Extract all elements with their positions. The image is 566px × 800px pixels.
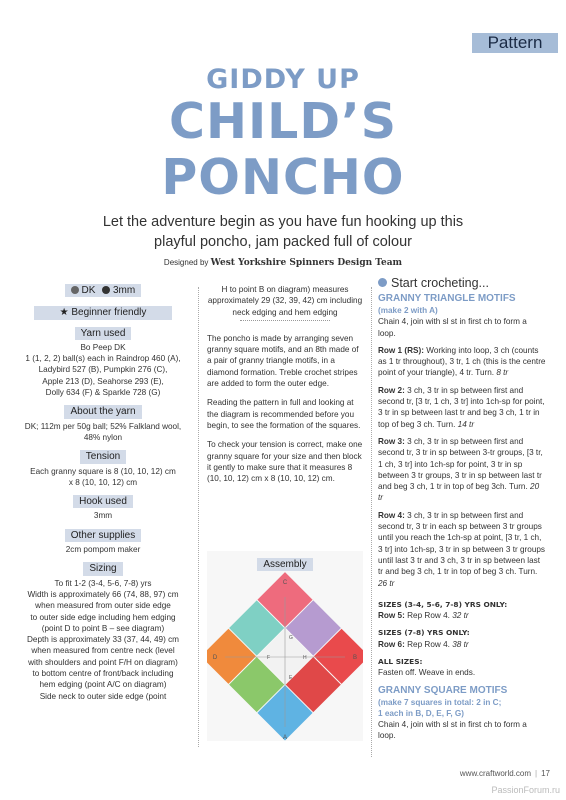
dotted-divider — [240, 320, 330, 321]
label-h: H — [303, 655, 307, 661]
label-b: B — [352, 655, 358, 661]
row-label: Row 1 (RS): — [378, 345, 424, 355]
sizes-1-heading: SIZES (3-4, 5-6, 7-8) YRS ONLY: — [378, 599, 508, 609]
other-supplies-line: 2cm pompom maker — [65, 545, 141, 555]
square-chain: Chain 4, join with sl st in first ch to form a loop. — [378, 719, 527, 740]
intro-column — [207, 284, 363, 492]
sizing-line: hem edging (point A/C on diagram) — [39, 680, 167, 690]
triangle-subheading: (make 2 with A) — [378, 306, 438, 316]
yarn-used-header: Yarn used — [75, 327, 132, 340]
row-text: 3 ch, 3 tr in sp between first and second tr, [3 tr, 1 ch, 3 tr] into 1ch-sp for point, 3 tr in sp between last tr and beg 3 ch, 1 tr in top of beg 3 ch. Turn. — [378, 385, 545, 429]
sizing-line: with shoulders and point F/H on diagram) — [28, 657, 178, 667]
start-heading-text: Start crocheting... — [391, 276, 489, 290]
sizing-line: Side neck to outer side edge (point — [39, 691, 167, 701]
about-yarn-line: 48% nylon — [83, 432, 123, 442]
column-divider-2 — [371, 287, 372, 757]
tension-header: Tension — [80, 450, 126, 463]
bullet-icon — [378, 278, 387, 287]
start-heading — [378, 278, 546, 289]
row-text: 3 ch, 3 tr in sp between first and second tr, 3 tr in sp between 3-tr groups, [3 tr, 1 ch, 3 tr] into 1ch-sp for point, 3 tr in sp between 3 tr groups, 3 tr in sp between last tr and beg 3 ch, 1 tr in top of beg 3ch. Turn. — [378, 436, 543, 492]
row-count: 38 tr — [452, 639, 469, 649]
row-label: Row 6: — [378, 639, 405, 649]
sizing-line: To fit 1-2 (3-4, 5-6, 7-8) yrs — [54, 578, 152, 588]
row-count: 20 tr — [378, 482, 540, 503]
assembly-title: Assembly — [257, 558, 312, 571]
column-divider-1 — [198, 287, 199, 747]
about-yarn-line: DK; 112m per 50g ball; 52% Falkland wool, — [24, 421, 182, 431]
square-subheading: (make 7 squares in total: 2 in C; — [378, 697, 502, 707]
about-yarn-header: About the yarn — [64, 405, 141, 418]
difficulty-badge: ★ Beginner friendly — [34, 306, 172, 319]
sizing-line: to outer side edge including hem edging — [30, 612, 176, 622]
hook-used-line: 3mm — [93, 511, 113, 521]
triangle-chain: Chain 4, join with sl st in first ch to form a loop. — [378, 317, 527, 338]
label-d: D — [212, 655, 218, 661]
row-text: Rep Row 4. — [407, 639, 450, 649]
label-f: F — [267, 655, 271, 661]
sizing-line: when measured from outer side edge — [35, 601, 171, 611]
sizing-line: to bottom centre of front/back including — [32, 669, 174, 679]
badge-yarn-weight — [65, 284, 141, 297]
yarn-used-line: Ladybird 527 (B), Pumpkin 276 (C), — [38, 365, 168, 375]
title-line-1: GIDDY UP — [206, 64, 360, 95]
yarn-used-line: Apple 213 (D), Seahorse 293 (E), — [42, 376, 164, 386]
sizes-2-heading: SIZES (7-8) YRS ONLY: — [378, 628, 470, 638]
intro-paragraph: Reading the pattern in full and looking at the diagram is recommended before you begin, to see the formation of the squares. — [207, 398, 361, 430]
byline — [0, 258, 566, 268]
sizing-header: Sizing — [83, 562, 122, 575]
byline-prefix: Designed by — [163, 258, 209, 267]
row-4 — [378, 510, 546, 589]
square-heading: GRANNY SQUARE MOTIFS — [378, 684, 508, 696]
hook-icon — [102, 286, 110, 294]
label-c: C — [282, 580, 288, 586]
section-tab: Pattern — [472, 33, 558, 53]
row-1 — [378, 345, 546, 379]
intro-text: Let the adventure begin as you have fun hooking up this playful poncho, jam packed full of colour — [102, 214, 464, 250]
intro-paragraph: The poncho is made by arranging seven granny square motifs, and an 8th made of a pair of granny triangle motifs, in a diamond formation. Treble crochet stripes are added to form the outer edge. — [207, 333, 359, 389]
tension-line: Each granny square is 8 (10, 10, 12) cm — [30, 466, 176, 476]
row-label: Row 2: — [378, 385, 405, 395]
label-a: A — [282, 735, 288, 741]
all-sizes-heading: ALL SIZES: — [378, 657, 423, 667]
all-sizes-text: Fasten off. Weave in ends. — [378, 668, 476, 678]
tension-line: x 8 (10, 10, 12) cm — [68, 477, 138, 487]
label-e: E — [289, 675, 293, 681]
footer-url: www.craftworld.com — [459, 769, 532, 778]
label-g: G — [289, 635, 293, 641]
instructions-column — [378, 278, 546, 747]
triangle-heading: GRANNY TRIANGLE MOTIFS — [378, 293, 516, 305]
materials-column — [22, 284, 184, 709]
row-label: Row 4: — [378, 510, 405, 520]
page-number: 17 — [541, 769, 550, 778]
row-2 — [378, 385, 546, 430]
row-count: 32 tr — [452, 611, 469, 621]
sizing-line: Depth is approximately 33 (37, 44, 49) cm — [27, 635, 179, 645]
row-text: 3 ch, 3 tr in sp between first and second tr, 3 tr in each sp between 3 tr groups until you reach the 1ch-sp at point, [3 tr, 1 ch, 3 tr] into 1ch-sp, 3 tr in sp between 3 tr groups until last 3 tr and 3 ch, 3 tr in sp between last tr and beg 3 ch, 1 tr in top of beg 3 ch. Turn. — [378, 510, 546, 577]
row-count: 8 tr — [496, 368, 509, 378]
intro-paragraph: To check your tension is correct, make one granny square for your size and then block it gently to make sure that it measures 8 (10, 10, 12) cm x 8 (10, 10, 12) cm. — [207, 440, 363, 484]
sizing-continued: H to point B on diagram) measures approximately 29 (32, 39, 42) cm including neck edging and hem edging — [207, 285, 363, 317]
sizing-line: (point D to point B – see diagram) — [41, 623, 165, 633]
square-subheading: 1 each in B, D, E, F, G) — [378, 708, 464, 718]
sizing-line: Width is approximately 66 (74, 88, 97) cm — [27, 589, 179, 599]
other-supplies-header: Other supplies — [65, 529, 141, 542]
badge-dk-label: DK — [81, 285, 96, 296]
byline-name: West Yorkshire Spinners Design Team — [210, 258, 403, 268]
hook-used-header: Hook used — [73, 495, 133, 508]
yarn-ball-icon — [71, 286, 79, 294]
row-3 — [378, 436, 546, 504]
row-count: 26 tr — [378, 578, 395, 588]
badge-hook-label: 3mm — [113, 285, 136, 296]
row-text: Working into loop, 3 ch (counts as 1 tr throughout), 3 tr, 1 ch (this is the centre point of your triangle), 4 tr. Turn. — [378, 345, 546, 378]
page-footer: www.craftworld.com | 17 — [459, 769, 550, 778]
sizing-line: when measured from centre neck (level — [31, 646, 175, 656]
yarn-used-line: Dolly 634 (F) & Sparkle 728 (G) — [45, 388, 161, 398]
row-count: 14 tr — [457, 419, 475, 429]
yarn-used-line: Bo Peep DK — [80, 342, 126, 352]
assembly-svg — [207, 551, 363, 741]
watermark: PassionForum.ru — [491, 785, 560, 795]
row-label: Row 5: — [378, 611, 405, 621]
title-line-2: CHILD’S — [168, 93, 397, 150]
row-text: Rep Row 4. — [407, 611, 450, 621]
assembly-diagram — [207, 551, 363, 741]
yarn-used-line: 1 (1, 2, 2) ball(s) each in Raindrop 460 (A), — [25, 354, 181, 364]
title-line-3: PONCHO — [161, 149, 405, 206]
row-label: Row 3: — [378, 436, 405, 446]
